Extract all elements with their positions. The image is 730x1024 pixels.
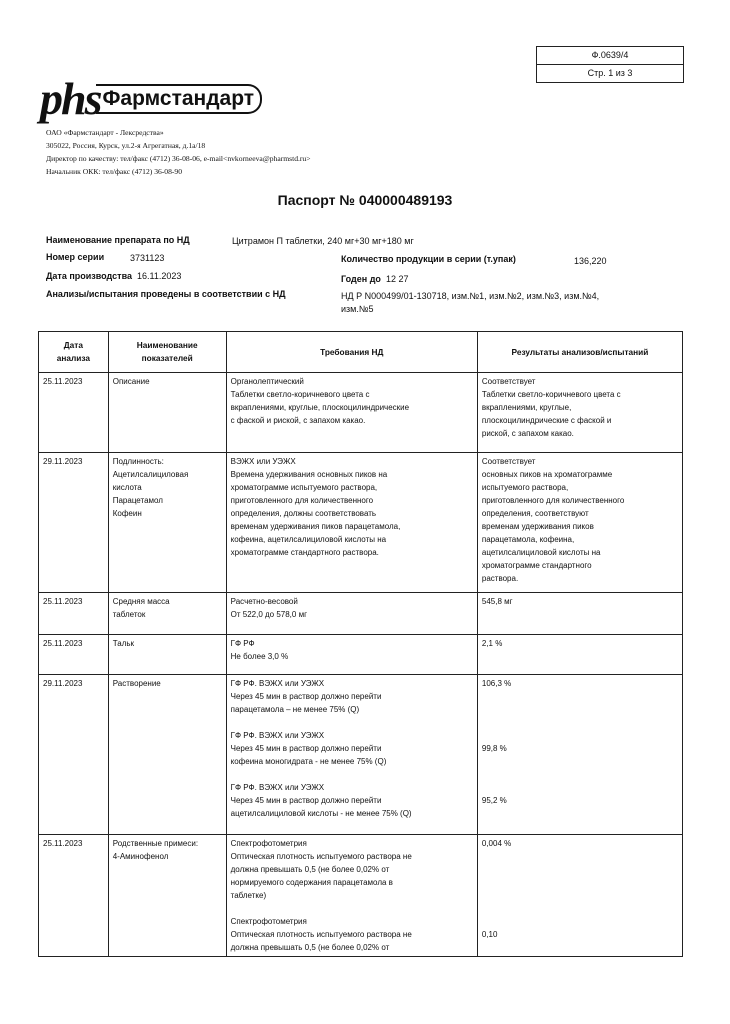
cell-line: вкраплениями, круглые, плоскоцилиндрические — [230, 403, 410, 412]
cell-indicator — [108, 835, 226, 957]
cell-requirement — [226, 593, 477, 635]
cell-line: хроматограмме испытуемого раствора, — [230, 483, 378, 492]
cell-indicator — [108, 593, 226, 635]
cell-line: ГФ РФ. ВЭЖХ или УЭЖХ — [230, 731, 325, 740]
cell-line: Подлинность: — [112, 457, 164, 466]
cell-line — [482, 716, 678, 729]
cell-line: риской, с запахом какао. — [481, 429, 574, 438]
cell-requirement — [226, 373, 477, 453]
cell-line: Тальк — [112, 639, 135, 648]
cell-date: 25.11.2023 — [39, 835, 109, 957]
company-info — [46, 126, 311, 178]
table-row — [39, 593, 683, 635]
cell-line: таблеток — [112, 610, 146, 619]
cell-line: раствора. — [481, 574, 519, 583]
cell-line: таблетке) — [230, 891, 267, 900]
header-date: Дата анализа — [39, 332, 109, 373]
cell-line: 0,10 — [481, 930, 498, 939]
cell-line: определения, соответствуют — [481, 509, 589, 518]
cell-line — [482, 690, 678, 703]
company-line: 305022, Россия, Курск, ул.2-я Агрегатная, д.1а/18 — [46, 141, 206, 150]
cell-line: Через 45 мин в раствор должно перейти — [230, 744, 382, 753]
cell-line: Оптическая плотность испытуемого раствора не — [230, 930, 412, 939]
cell-result — [477, 835, 682, 957]
cell-line — [482, 941, 678, 954]
cell-line: нормируемого содержания парацетамола в — [230, 878, 393, 887]
cell-line — [482, 915, 678, 928]
cell-line: Парацетамол — [112, 496, 163, 505]
cell-line: основных пиков на хроматограмме — [481, 470, 613, 479]
expiry-label: Годен до — [341, 274, 381, 284]
cell-line — [482, 876, 678, 889]
form-code: Ф.0639/4 — [591, 50, 629, 60]
cell-line: 4-Аминофенол — [112, 852, 169, 861]
cell-line: временам удерживания пиков парацетамола, — [230, 522, 401, 531]
cell-line: ГФ РФ. ВЭЖХ или УЭЖХ — [230, 783, 325, 792]
cell-line: Органолептический — [230, 377, 304, 386]
table-row — [39, 635, 683, 675]
cell-line: 99,8 % — [481, 744, 507, 753]
logo-name: Фармстандарт — [96, 84, 262, 114]
cell-line: Кофеин — [112, 509, 142, 518]
cell-line — [482, 863, 678, 876]
cell-date: 25.11.2023 — [39, 635, 109, 675]
cell-indicator — [108, 453, 226, 593]
production-date-label: Дата производства — [46, 271, 132, 281]
table-header-row — [39, 332, 683, 373]
header-indicator: Наименование показателей — [108, 332, 226, 373]
nd-reference-cont: изм.№5 — [341, 304, 374, 314]
production-date-value: 16.11.2023 — [137, 271, 182, 281]
cell-line: 95,2 % — [481, 796, 507, 805]
cell-line: От 522,0 до 578,0 мг — [230, 610, 307, 619]
cell-line — [482, 729, 678, 742]
cell-line: ацетилсалициловой кислоты - не менее 75% (Q) — [230, 809, 412, 818]
cell-result — [477, 635, 682, 675]
cell-line: Расчетно-весовой — [230, 597, 298, 606]
cell-line: Соответствует — [481, 377, 536, 386]
cell-line: должна превышать 0,5 (не более 0,02% от — [230, 865, 390, 874]
cell-line: испытуемого раствора, — [481, 483, 569, 492]
cell-line: парацетамола, кофеина, — [481, 535, 575, 544]
tests-label: Анализы/испытания проведены в соответствии с НД — [46, 289, 286, 299]
cell-line: плоскоцилиндрические с фаской и — [481, 416, 612, 425]
cell-line: Времена удерживания основных пиков на — [230, 470, 388, 479]
nd-reference: НД Р N000499/01-130718, изм.№1, изм.№2, изм.№3, изм.№4, — [341, 291, 600, 301]
cell-line: Родственные примеси: — [112, 839, 199, 848]
logo-mark: phs — [40, 73, 101, 124]
cell-line: Спектрофотометрия — [230, 917, 307, 926]
cell-line: кислота — [112, 483, 142, 492]
quantity-label: Количество продукции в серии (т.упак) — [341, 254, 516, 264]
drug-value: Цитрамон П таблетки, 240 мг+30 мг+180 мг — [232, 236, 414, 246]
page-number: Стр. 1 из 3 — [537, 64, 683, 82]
company-line: ОАО «Фармстандарт - Лексредства» — [46, 128, 164, 137]
cell-line: Через 45 мин в раствор должно перейти — [230, 796, 382, 805]
cell-line: ГФ РФ. ВЭЖХ или УЭЖХ — [230, 679, 325, 688]
cell-line: кофеина, ацетилсалициловой кислоты на — [230, 535, 387, 544]
cell-line: ВЭЖХ или УЭЖХ — [230, 457, 296, 466]
cell-line — [231, 716, 473, 729]
cell-line: кофеина моногидрата - не менее 75% (Q) — [230, 757, 387, 766]
cell-line: временам удерживания пиков — [481, 522, 594, 531]
cell-line: 545,8 мг — [481, 597, 513, 606]
series-value: 3731123 — [130, 253, 165, 263]
expiry-value: 12 27 — [386, 274, 409, 284]
cell-line: хроматограмме стандартного раствора. — [230, 548, 379, 557]
cell-line: Соответствует — [481, 457, 536, 466]
cell-date: 25.11.2023 — [39, 373, 109, 453]
cell-line — [482, 768, 678, 781]
series-label: Номер серии — [46, 252, 105, 262]
cell-line: парацетамола – не менее 75% (Q) — [230, 705, 360, 714]
cell-result — [477, 593, 682, 635]
cell-line: Описание — [112, 377, 150, 386]
results-table — [38, 331, 683, 957]
table-row — [39, 453, 683, 593]
cell-line — [482, 755, 678, 768]
cell-line: Ацетилсалициловая — [112, 470, 189, 479]
cell-line — [231, 768, 473, 781]
cell-requirement — [226, 453, 477, 593]
cell-line: хроматограмме стандартного — [481, 561, 592, 570]
document-title: Паспорт № 040000489193 — [277, 192, 453, 208]
cell-line: Средняя масса — [112, 597, 170, 606]
cell-line: 2,1 % — [481, 639, 503, 648]
table-row — [39, 835, 683, 957]
cell-line: ГФ РФ — [230, 639, 255, 648]
cell-indicator — [108, 675, 226, 835]
cell-indicator — [108, 635, 226, 675]
cell-line — [482, 703, 678, 716]
cell-date: 29.11.2023 — [39, 453, 109, 593]
cell-date: 29.11.2023 — [39, 675, 109, 835]
cell-line: Оптическая плотность испытуемого раствора не — [230, 852, 412, 861]
cell-requirement — [226, 635, 477, 675]
company-line: Начальник ОКК: тел/факс (4712) 36-08-90 — [46, 167, 183, 176]
cell-line — [482, 850, 678, 863]
form-code-box — [536, 46, 684, 83]
table-row — [39, 373, 683, 453]
cell-line: Через 45 мин в раствор должно перейти — [230, 692, 382, 701]
cell-line: Растворение — [112, 679, 161, 688]
cell-requirement — [226, 835, 477, 957]
cell-line: ацетилсалициловой кислоты на — [481, 548, 601, 557]
cell-line: Не более 3,0 % — [230, 652, 289, 661]
cell-line — [482, 807, 678, 820]
cell-line — [482, 781, 678, 794]
cell-result — [477, 453, 682, 593]
cell-result — [477, 675, 682, 835]
header-results: Результаты анализов/испытаний — [477, 332, 682, 373]
cell-line: определения, должны соответствовать — [230, 509, 377, 518]
cell-line — [482, 902, 678, 915]
cell-date: 25.11.2023 — [39, 593, 109, 635]
quantity-value: 136,220 — [574, 256, 607, 266]
cell-requirement — [226, 675, 477, 835]
table-row — [39, 675, 683, 835]
company-logo — [40, 73, 262, 124]
cell-line: вкраплениями, круглые, — [481, 403, 572, 412]
header-requirements: Требования НД — [226, 332, 477, 373]
cell-line: приготовленного для количественного — [481, 496, 625, 505]
cell-result — [477, 373, 682, 453]
cell-line: с фаской и риской, с запахом какао. — [230, 416, 366, 425]
cell-line: Таблетки светло-коричневого цвета с — [230, 390, 370, 399]
cell-line: приготовленного для количественного — [230, 496, 374, 505]
cell-line: 106,3 % — [481, 679, 512, 688]
cell-line: Спектрофотометрия — [230, 839, 307, 848]
cell-line: должна превышать 0,5 (не более 0,02% от — [230, 943, 390, 952]
drug-label: Наименование препарата по НД — [46, 235, 190, 245]
cell-indicator — [108, 373, 226, 453]
cell-line — [482, 889, 678, 902]
cell-line: 0,004 % — [481, 839, 512, 848]
cell-line — [231, 902, 473, 915]
company-line: Директор по качеству: тел/факс (4712) 36-08-06, e-mail<nvkorneeva@pharmstd.ru> — [46, 154, 311, 163]
cell-line: Таблетки светло-коричневого цвета с — [481, 390, 621, 399]
